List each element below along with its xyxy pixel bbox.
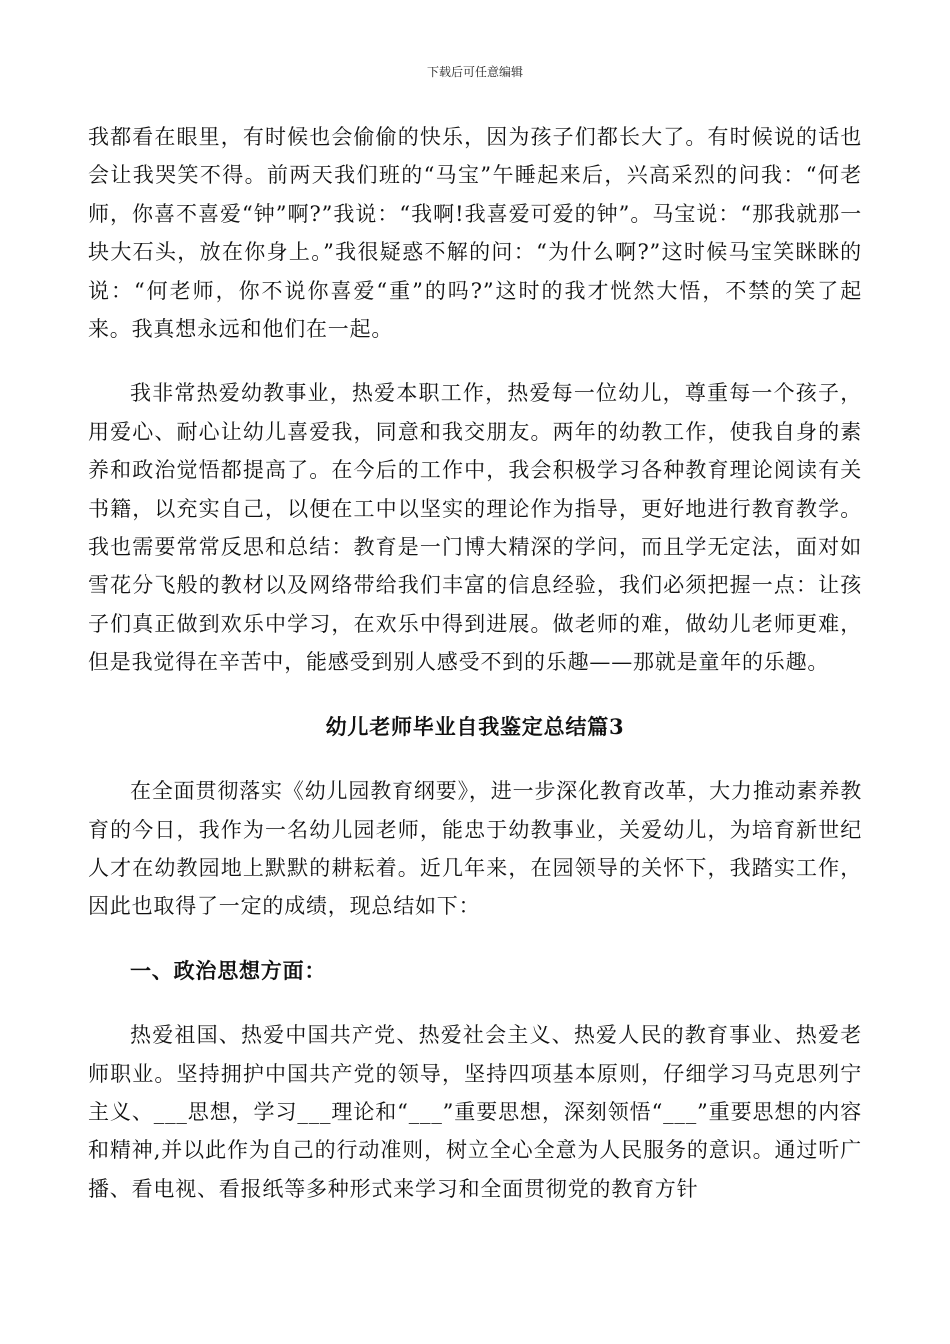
subheading: 一、政治思想方面： [130,957,327,983]
section-title: 幼儿老师毕业自我鉴定总结篇3 [325,713,625,739]
paragraph-spacer [88,746,862,772]
paragraph: 我都看在眼里，有时候也会偷偷的快乐，因为孩子们都长大了。有时候说的话也会让我哭笑不得。前两天我们班的“马宝”午睡起来后，兴高采烈的问我：“何老师，你喜不喜爱“钟”啊?”我说：“我啊!我喜爱可爱的钟”。马宝说：“那我就那一块大石头，放在你身上。”我很疑惑不解的问：“为什么啊?”这时候马宝笑眯眯的说：“何老师，你不说你喜爱“重”的吗?”这时的我才恍然大悟，不禁的笑了起来。我真想永远和他们在一起。 [88,125,862,342]
paragraph-spacer [88,682,862,708]
paragraph-spacer [88,926,862,952]
paragraph-spacer [88,990,862,1016]
paragraph: 在全面贯彻落实《幼儿园教育纲要》，进一步深化教育改革，大力推动素养教育的今日，我作为一名幼儿园老师，能忠于幼教事业，关爱幼儿，为培育新世纪人才在幼教园地上默默的耕耘着。近几年来，在园领导的关怀下，我踏实工作，因此也取得了一定的成绩，现总结如下： [88,779,862,919]
paragraph: 我非常热爱幼教事业，热爱本职工作，热爱每一位幼儿，尊重每一个孩子，用爱心、耐心让幼儿喜爱我，同意和我交朋友。两年的幼教工作，使我自身的素养和政治觉悟都提高了。在今后的工作中，我会积极学习各种教育理论阅读有关书籍，以充实自己，以便在工中以坚实的理论作为指导，更好地进行教育教学。我也需要常常反思和总结：教育是一门博大精深的学问，而且学无定法，面对如雪花分飞般的教材以及网络带给我们丰富的信息经验，我们必须把握一点：让孩子们真正做到欢乐中学习，在欢乐中得到进展。做老师的难，做幼儿老师更难，但是我觉得在辛苦中，能感受到别人感受不到的乐趣——那就是童年的乐趣。 [88,381,862,675]
page-header: 下载后可任意编辑 [426,65,523,79]
document-body [88,118,862,1208]
paragraph: 热爱祖国、热爱中国共产党、热爱社会主义、热爱人民的教育事业、热爱老师职业。坚持拥护中国共产党的领导，坚持四项基本原则，仔细学习马克思列宁主义、___思想，学习___理论和“___”重要思想，深刻领悟“___”重要思想的内容和精神,并以此作为自己的行动准则，树立全心全意为人民服务的意识。通过听广播、看电视、看报纸等多种形式来学习和全面贯彻党的教育方针 [88,1023,862,1201]
paragraph-spacer [88,348,862,374]
